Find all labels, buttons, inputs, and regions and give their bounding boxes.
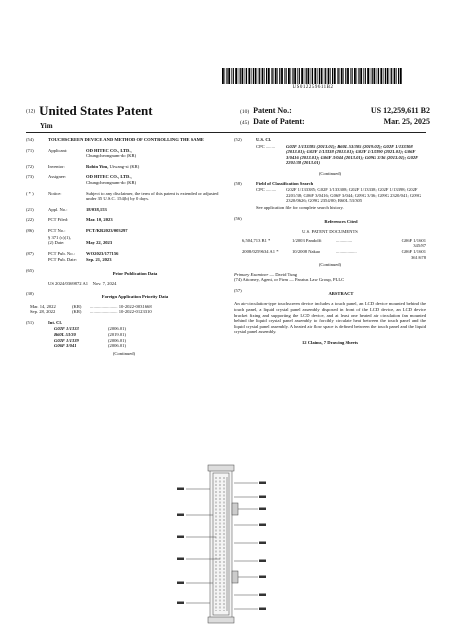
prior-pub: US 2024/0369872 A1 — [48, 280, 89, 286]
reference-row — [234, 249, 426, 255]
barcode-bar — [372, 68, 373, 84]
pct-filed-code: (22) — [26, 217, 34, 223]
intcl-row — [26, 343, 222, 349]
s371-line2: (2) Date: — [48, 240, 65, 246]
invention-title: TOUCHSCREEN DEVICE AND METHOD OF CONTROLLING THE SAME — [48, 137, 204, 142]
prior-code: (65) — [26, 267, 34, 273]
barcode-bar — [299, 68, 300, 84]
pct-no-label: PCT No.: — [48, 227, 66, 233]
barcode-bar — [314, 68, 316, 84]
barcode-bar — [352, 68, 353, 84]
reference-dots: .............. — [336, 237, 353, 243]
barcode-bar — [347, 68, 349, 84]
barcode-bar — [394, 68, 396, 84]
barcode-bar — [343, 68, 344, 84]
barcode-bar — [354, 68, 356, 84]
foreign-code: (30) — [26, 291, 34, 297]
intcl-cls: G02F 1/1339 — [54, 337, 79, 343]
patent-date: Mar. 25, 2025 — [383, 117, 430, 126]
barcode-bar — [251, 68, 252, 84]
barcode-bar — [292, 68, 293, 84]
patent-header-left — [26, 102, 153, 130]
date-code: (45) — [240, 120, 250, 126]
barcode-number: US012259611B2 — [292, 85, 334, 90]
barcode-bar — [246, 68, 247, 84]
barcode-bar — [291, 68, 292, 84]
barcode-bar — [240, 68, 241, 84]
barcode-bar — [268, 68, 270, 84]
field-cpc-label: CPC ......... — [256, 187, 277, 193]
barcode-bar — [385, 68, 386, 84]
barcode-bar — [284, 68, 285, 84]
barcode-bar — [325, 68, 326, 84]
appl-label: Appl. No.: — [48, 206, 68, 212]
barcode-bar — [391, 68, 392, 84]
field-heading: Field of Classification Search — [256, 180, 314, 186]
uscl-heading: U.S. Cl. — [256, 137, 272, 142]
barcode-bar — [360, 68, 362, 84]
barcode-bar — [225, 68, 226, 84]
inventor-label: Inventor: — [48, 163, 65, 169]
barcode-bar — [294, 68, 296, 84]
continued-right-2: (Continued) — [318, 262, 342, 268]
pub-number: WO2023/177156 — [86, 250, 119, 256]
intcl-cls: B60L 53/30 — [54, 332, 76, 338]
refs-subheading: U.S. PATENT DOCUMENTS — [302, 229, 358, 235]
barcode-bar — [398, 68, 399, 84]
barcode-bar — [228, 68, 230, 84]
reference-cls: G06F 1/1601 — [401, 248, 426, 254]
foreign-cc: (KR) — [72, 303, 82, 309]
reference-dots: .................. — [336, 248, 357, 254]
barcode-bar — [317, 68, 318, 84]
barcode-bar — [297, 68, 298, 84]
barcode-bar — [271, 68, 272, 84]
barcode-bar — [288, 68, 290, 84]
barcode-bar — [308, 68, 310, 84]
foreign-no: ........................ 10-2022-0031668 — [90, 303, 152, 309]
inventor-location: Uiwang-si (KR) — [109, 163, 140, 169]
intcl-code: (51) — [26, 319, 34, 325]
barcode-bar — [238, 68, 239, 84]
barcode-bar — [319, 68, 320, 84]
reference-no: 2008/0259634 A1 * — [242, 248, 279, 254]
barcode-bar — [258, 68, 259, 84]
barcode-bar — [396, 68, 397, 84]
field-note: See application file for complete search history. — [256, 204, 344, 210]
foreign-date: Mar. 14, 2022 — [30, 303, 56, 309]
applicant-label: Applicant: — [48, 147, 68, 153]
kind-code: (12) — [26, 108, 36, 115]
foreign-no: ........................ 10-2022-0123310 — [90, 309, 152, 315]
barcode-bar — [301, 68, 303, 84]
barcode-bar — [341, 68, 343, 84]
patent-no-code: (10) — [240, 109, 250, 115]
examiner-name: — David Tung — [269, 271, 298, 277]
refs-list — [234, 238, 426, 260]
intcl-cls: G02F 1/1333 — [54, 326, 79, 332]
cpc-text: G02F 1/133385 (2013.01); B60L 53/305 (2019.02); G02F 1/133308 (2013.01); G02F 1/13338 (2013.01); G02F 1/13390 (2021.01); G06F 3/0416 (2013.01); G06F 3/044 (2013.01); G09G 3/36 (2013.01); G02F 2201/38 (2013.01) — [286, 143, 419, 166]
patent-no-label: Patent No.: — [253, 106, 292, 115]
barcode-bar — [330, 68, 331, 84]
barcode-bar — [367, 68, 369, 84]
assignee-code: (73) — [26, 174, 34, 180]
barcode-bar — [370, 68, 371, 84]
left-column — [26, 137, 222, 356]
foreign-cc: (KR) — [72, 309, 82, 315]
barcode-bar — [222, 68, 224, 84]
applicant-code: (71) — [26, 147, 34, 153]
reference-no: 6,504,713 B1 * — [242, 237, 271, 243]
barcode-bar — [259, 68, 260, 84]
pct-filed-label: PCT Filed: — [48, 217, 69, 223]
barcode-bar — [378, 68, 379, 84]
barcode-bar — [231, 68, 232, 84]
assignee-label: Assignee: — [48, 174, 67, 180]
foreign-priority-list — [26, 304, 222, 315]
intcl-yr: (2006.01) — [108, 337, 126, 343]
barcode-bar — [334, 68, 336, 84]
reference-subclass: 345/87 — [413, 243, 426, 249]
claims-line: 12 Claims, 7 Drawing Sheets — [301, 340, 359, 346]
barcode-bar — [255, 68, 257, 84]
barcode-bar — [281, 68, 283, 84]
barcode-bar — [233, 68, 234, 84]
barcode-bar — [358, 68, 359, 84]
barcode-bar — [332, 68, 333, 84]
barcode-bar — [262, 68, 264, 84]
barcode-bar — [357, 68, 358, 84]
barcode-bar — [264, 68, 265, 84]
applicant-location: Chungcheongnam-do (KR) — [86, 153, 137, 159]
appl-code: (21) — [26, 206, 34, 212]
reference-row — [234, 238, 426, 244]
barcode-bar — [338, 68, 339, 84]
barcode-bar — [272, 68, 273, 84]
prior-date: Nov. 7, 2024 — [92, 280, 117, 286]
reference-date: 1/2003 Pandolfi — [292, 237, 322, 243]
notice-code: ( * ) — [26, 190, 34, 196]
assignee-location: Chungcheongnam-do (KR) — [86, 179, 137, 185]
applicant-name: OD HITEC CO., LTD., — [86, 147, 132, 153]
barcode-bar — [390, 68, 391, 84]
intcl-yr: (2019.01) — [108, 332, 126, 338]
refs-heading: References Cited — [324, 218, 358, 224]
document-title: United States Patent — [39, 103, 153, 118]
s371-date: May 22, 2023 — [86, 240, 113, 246]
attorney-line: (74) Attorney, Agent, or Firm — Paratus Law Group, PLLC — [234, 277, 345, 283]
barcode-bar — [248, 68, 250, 84]
uscl-code: (52) — [234, 137, 242, 142]
barcode-bar — [377, 68, 378, 84]
barcode-bar — [311, 68, 312, 84]
barcode-bar — [400, 68, 402, 84]
representative-drawing — [170, 463, 310, 625]
inventor-code: (72) — [26, 163, 34, 169]
prior-heading: Prior Publication Data — [112, 270, 158, 276]
foreign-priority-row — [26, 309, 222, 315]
barcode-bar — [324, 68, 325, 84]
pct-number: PCT/KR2023/003297 — [86, 227, 128, 233]
title-code: (54) — [26, 137, 34, 142]
barcode-bar — [383, 68, 384, 84]
assignee-name: OD HITEC CO., LTD., — [86, 174, 132, 180]
barcode-bar — [235, 68, 237, 84]
date-label: Date of Patent: — [253, 117, 305, 126]
continued-right-1: (Continued) — [318, 170, 342, 176]
abstract-code: (57) — [234, 287, 242, 293]
barcode-bar — [226, 68, 227, 84]
intcl-list — [26, 326, 222, 348]
barcode-bar — [312, 68, 313, 84]
barcode-bar — [321, 68, 323, 84]
inventor-name: Robin Yim, — [86, 163, 109, 169]
cpc-label: CPC ........ — [256, 143, 276, 149]
barcode-bar — [279, 68, 280, 84]
barcode-bar — [253, 68, 254, 84]
barcode-bar — [363, 68, 364, 84]
right-column — [234, 137, 426, 346]
barcode-bar — [365, 68, 366, 84]
header-divider — [26, 132, 426, 133]
pct-filed-date: Mar. 10, 2023 — [86, 217, 113, 223]
barcode-bar — [266, 68, 267, 84]
abstract-text: An air-circulation-type touchscreen device includes a touch panel, an LCD device mounted behind the touch panel, a liquid crystal panel assembly disposed in front of the LCD device, an LCD device bracket fixing and supporting the LCD device, and at least one heated air circulation fan mounted behind the liquid crystal panel assembly to forcibly circulate heat between the touch panel and the liquid crystal panel assembly. A heated air flow space is defined between the touch panel and the liquid crystal panel assembly. — [234, 301, 426, 335]
intcl-yr: (2006.01) — [108, 326, 126, 332]
intcl-cls: G06F 3/041 — [54, 343, 77, 349]
barcode-bar — [277, 68, 278, 84]
pub-no-code: (87) — [26, 250, 34, 256]
barcode-bar — [245, 68, 246, 84]
pub-no-label: PCT Pub. No.: — [48, 250, 75, 256]
intcl-heading: Int. Cl. — [48, 319, 62, 325]
patent-header-right — [240, 106, 430, 128]
barcode-bar — [345, 68, 346, 84]
barcode-bar — [328, 68, 330, 84]
continued-left: (Continued) — [112, 350, 136, 356]
barcode-bar — [242, 68, 244, 84]
refs-code: (56) — [234, 215, 242, 221]
patent-number: US 12,259,611 B2 — [370, 106, 430, 115]
foreign-date: Sep. 28, 2022 — [30, 309, 56, 315]
barcode-bar — [374, 68, 376, 84]
barcode-bar — [275, 68, 277, 84]
abstract-heading: ABSTRACT — [328, 290, 354, 296]
barcode-bar — [350, 68, 351, 84]
field-code: (58) — [234, 180, 242, 186]
notice-label: Notice: — [48, 190, 62, 196]
notice-text: Subject to any disclaimer, the term of this patent is extended or adjusted under 35 U.S.C. 154(b) by 0 days. — [86, 190, 219, 202]
examiner-label: Primary Examiner — [234, 271, 269, 277]
barcode-bar — [306, 68, 307, 84]
intcl-yr: (2006.01) — [108, 343, 126, 349]
barcode-bar — [337, 68, 338, 84]
appl-number: 18/038,153 — [86, 206, 107, 212]
pub-date: Sep. 21, 2023 — [86, 257, 112, 263]
barcode-bar — [387, 68, 389, 84]
inventor-surname: Yim — [40, 122, 53, 130]
reference-subclass: 361/678 — [410, 254, 426, 260]
barcode-bar — [304, 68, 305, 84]
barcode-bar — [380, 68, 382, 84]
foreign-heading: Foreign Application Priority Data — [101, 294, 169, 300]
pub-date-label: PCT Pub. Date: — [48, 257, 77, 263]
s371-line1: § 371 (c)(1), — [48, 234, 72, 240]
field-cpc-text: G02F 1/133385; G02F 1/133308; G02F 1/13338; G02F 1/13398; G02F 2201/38; G06F 3/0416; G06F 3/044; G09G 3/36; G09G 2320/041; G09G 2320/0626; G09G 2354/00; B60L 53/305 — [286, 187, 422, 204]
pct-no-code: (86) — [26, 227, 34, 233]
barcode — [222, 68, 404, 84]
barcode-bar — [286, 68, 287, 84]
reference-cls: G06F 1/1601 — [401, 237, 426, 243]
reference-date: 10/2008 Nakao — [292, 248, 321, 254]
